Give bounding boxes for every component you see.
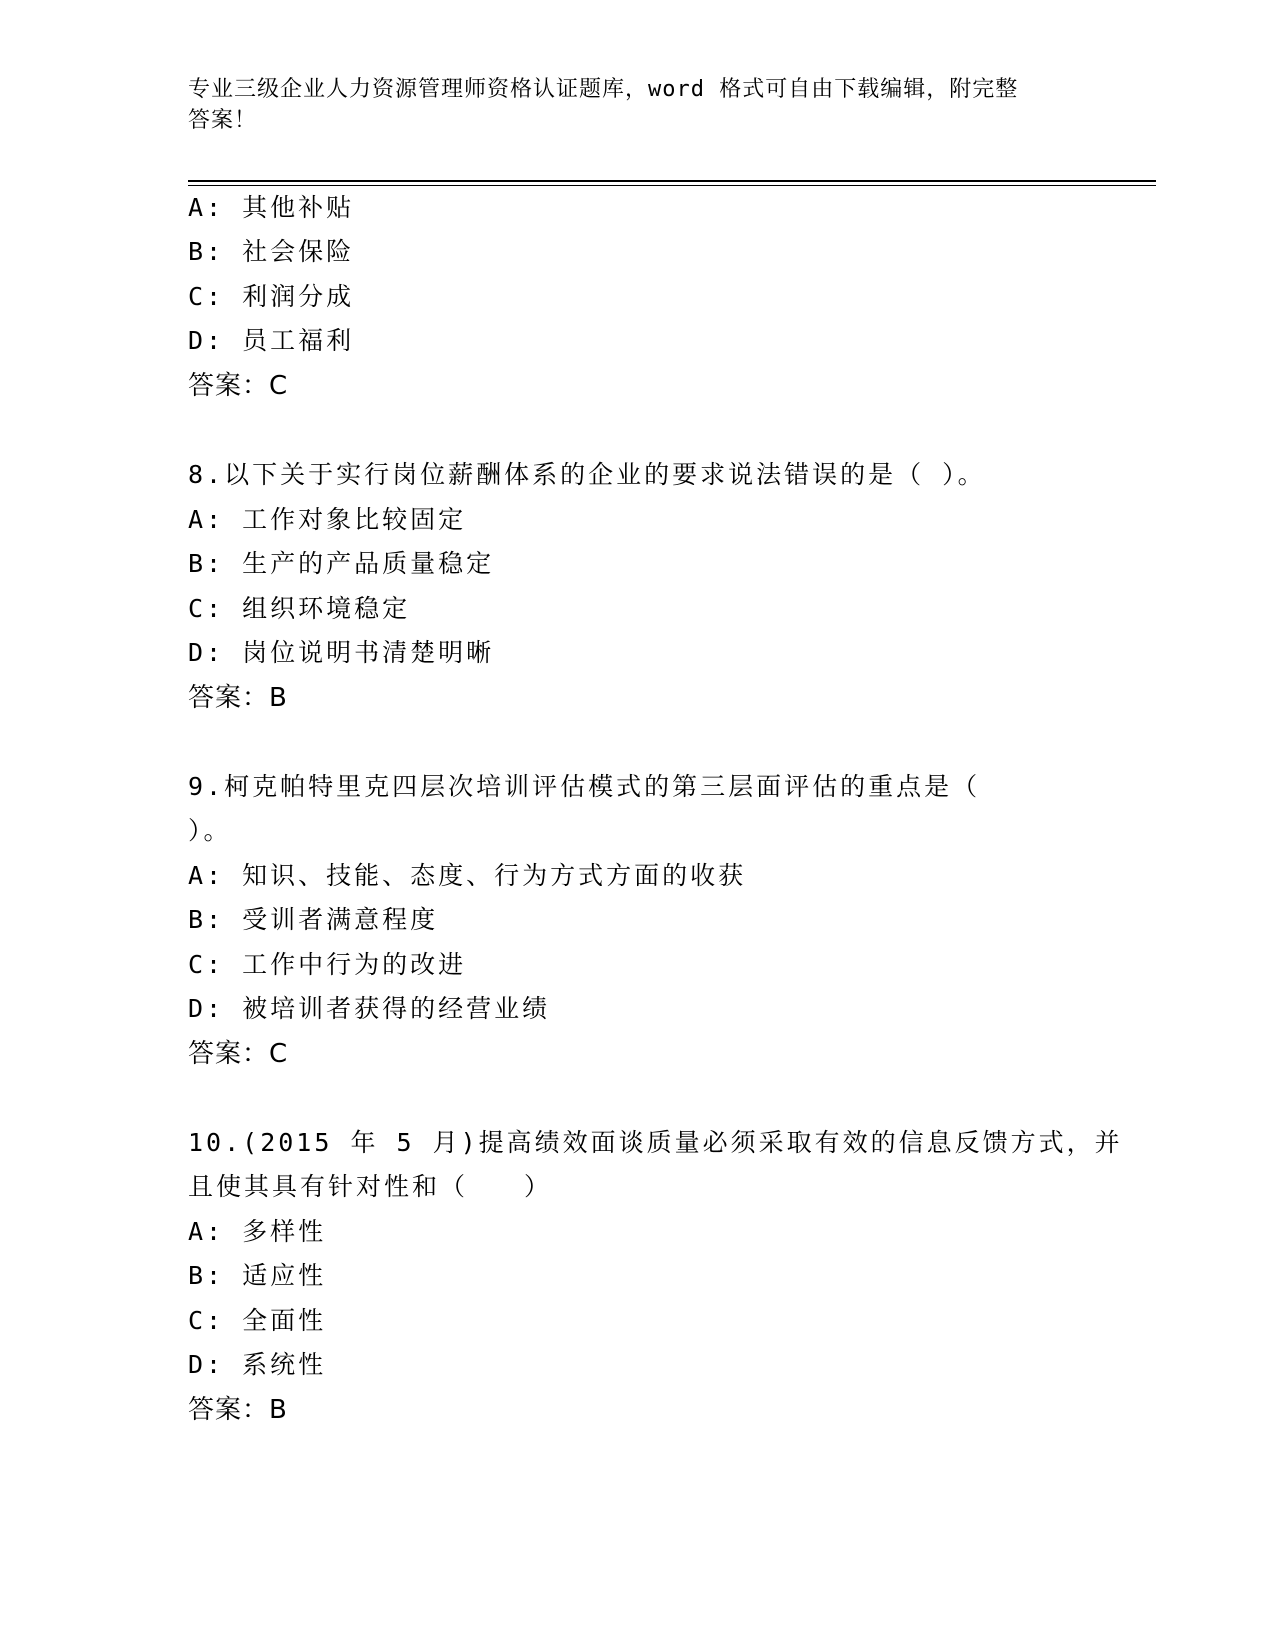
q9-option-b: B: 受训者满意程度	[188, 905, 439, 934]
q9-option-d: D: 被培训者获得的经营业绩	[188, 994, 551, 1023]
q8-option-c: C: 组织环境稳定	[188, 594, 411, 623]
q10-option-d: D: 系统性	[188, 1350, 327, 1379]
q7-option-c: C: 利润分成	[188, 282, 355, 311]
q10-question-line-2: 且使其具有针对性和（ ）	[188, 1172, 553, 1201]
q9-option-c: C: 工作中行为的改进	[188, 950, 467, 979]
header-rule-thick	[188, 180, 1156, 182]
header-line-1: 专业三级企业人力资源管理师资格认证题库，word 格式可自由下载编辑，附完整	[188, 77, 1019, 102]
q10-option-b: B: 适应性	[188, 1261, 327, 1290]
q10-answer: 答案：B	[188, 1395, 288, 1425]
document-header	[188, 74, 1088, 136]
q7-option-a: A: 其他补贴	[188, 193, 355, 222]
q10-option-c: C: 全面性	[188, 1306, 327, 1335]
q7-option-b: B: 社会保险	[188, 237, 355, 266]
q8-question: 8.以下关于实行岗位薪酬体系的企业的要求说法错误的是（ ）。	[188, 460, 986, 489]
q8-option-d: D: 岗位说明书清楚明晰	[188, 638, 495, 667]
q10-question-line-1: 10.(2015 年 5 月)提高绩效面谈质量必须采取有效的信息反馈方式，并	[188, 1128, 1123, 1157]
q7-answer: 答案：C	[188, 371, 289, 401]
q9-answer: 答案：C	[188, 1039, 289, 1069]
q9-question-line-2: ）。	[188, 816, 232, 845]
q9-question-line-1: 9.柯克帕特里克四层次培训评估模式的第三层面评估的重点是（	[188, 772, 981, 801]
q7-option-d: D: 员工福利	[188, 326, 355, 355]
q8-option-b: B: 生产的产品质量稳定	[188, 549, 495, 578]
header-line-2: 答案！	[188, 108, 258, 133]
q8-option-a: A: 工作对象比较固定	[188, 505, 467, 534]
header-rule-thin	[188, 185, 1156, 186]
q9-option-a: A: 知识、技能、态度、行为方式方面的收获	[188, 861, 747, 890]
q10-option-a: A: 多样性	[188, 1217, 327, 1246]
q8-answer: 答案：B	[188, 683, 288, 713]
